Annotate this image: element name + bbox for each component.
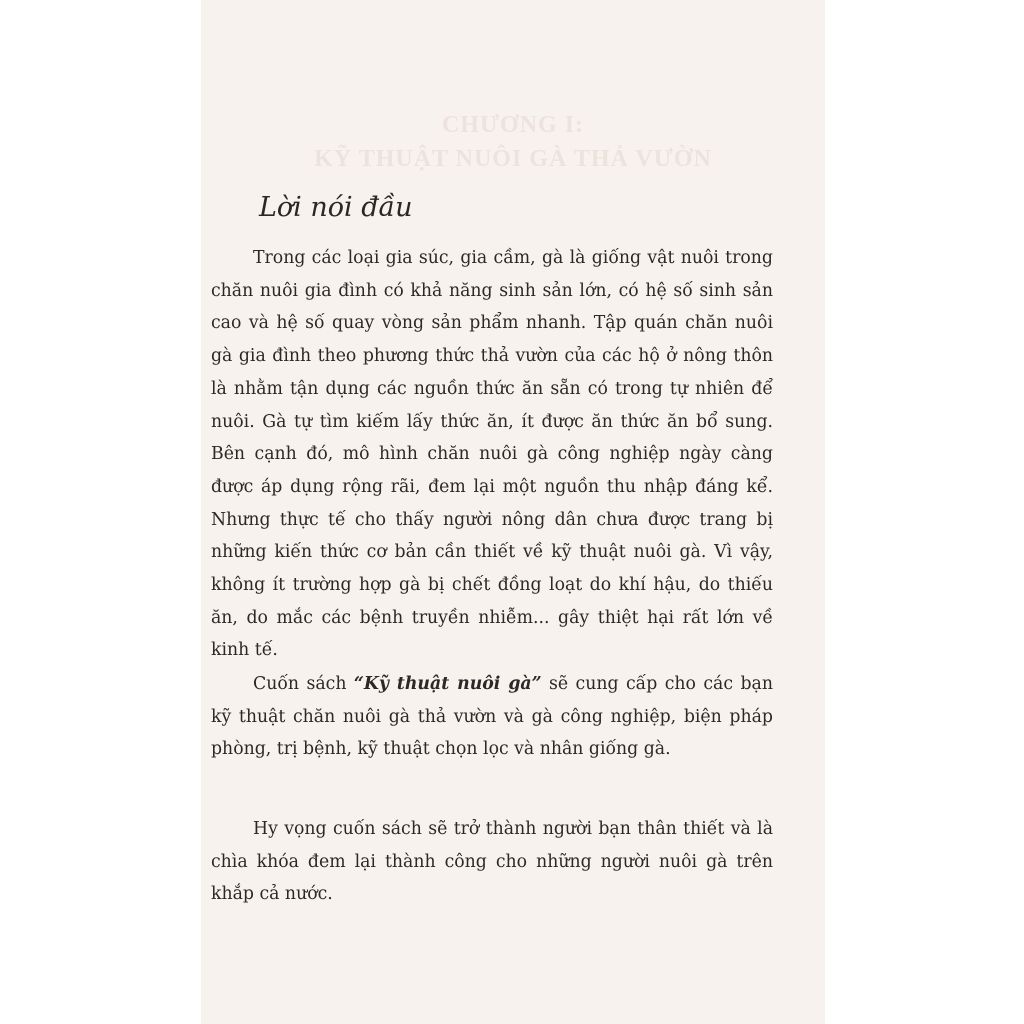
paragraph-intro: Trong các loại gia súc, gia cầm, gà là giống vật nuôi trong chăn nuôi gia đình có khả năng sinh sản lớn, có hệ số sinh sản cao và hệ số quay vòng sản phẩm nhanh. Tập quán chăn nuôi gà gia đình theo phương thức thả vườn của các hộ ở nông thôn là nhằm tận dụng các nguồn thức ăn sẵn có trong tự nhiên để nuôi. Gà tự tìm kiếm lấy thức ăn, ít được ăn thức ăn bổ sung. Bên cạnh đó, mô hình chăn nuôi gà công nghiệp ngày càng được áp dụng rộng rãi, đem lại một nguồn thu nhập đáng kể. Nhưng thực tế cho thấy người nông dân chưa được trang bị những kiến thức cơ bản cần thiết về kỹ thuật nuôi gà. Vì vậy, không ít trường hợp gà bị chết đồng loạt do khí hậu, do thiếu ăn, do mắc các bệnh truyền nhiễm... gây thiệt hại rất lớn về kinh tế. — [211, 248, 773, 661]
bleed-through-chapter-title: KỸ THUẬT NUÔI GÀ THẢ VƯỜN — [314, 146, 712, 172]
book-page — [201, 0, 825, 1024]
paragraph-closing: Hy vọng cuốn sách sẽ trở thành người bạn thân thiết và là chìa khóa đem lại thành công cho những người nuôi gà trên khắp cả nước. — [211, 819, 773, 905]
page-heading: Lời nói đầu — [259, 192, 413, 223]
paragraph-text-after: sẽ cung cấp cho các bạn kỹ thuật chăn nuôi gà thả vườn và gà công nghiệp, biện pháp phòng, trị bệnh, kỹ thuật chọn lọc và nhân giống gà. — [211, 674, 773, 760]
bleed-through-chapter-label: CHƯƠNG I: — [441, 112, 585, 138]
book-title-quote: “Kỹ thuật nuôi gà” — [353, 674, 542, 694]
paragraph-text-before: Cuốn sách — [253, 674, 354, 694]
paragraph-book-summary — [211, 668, 773, 766]
